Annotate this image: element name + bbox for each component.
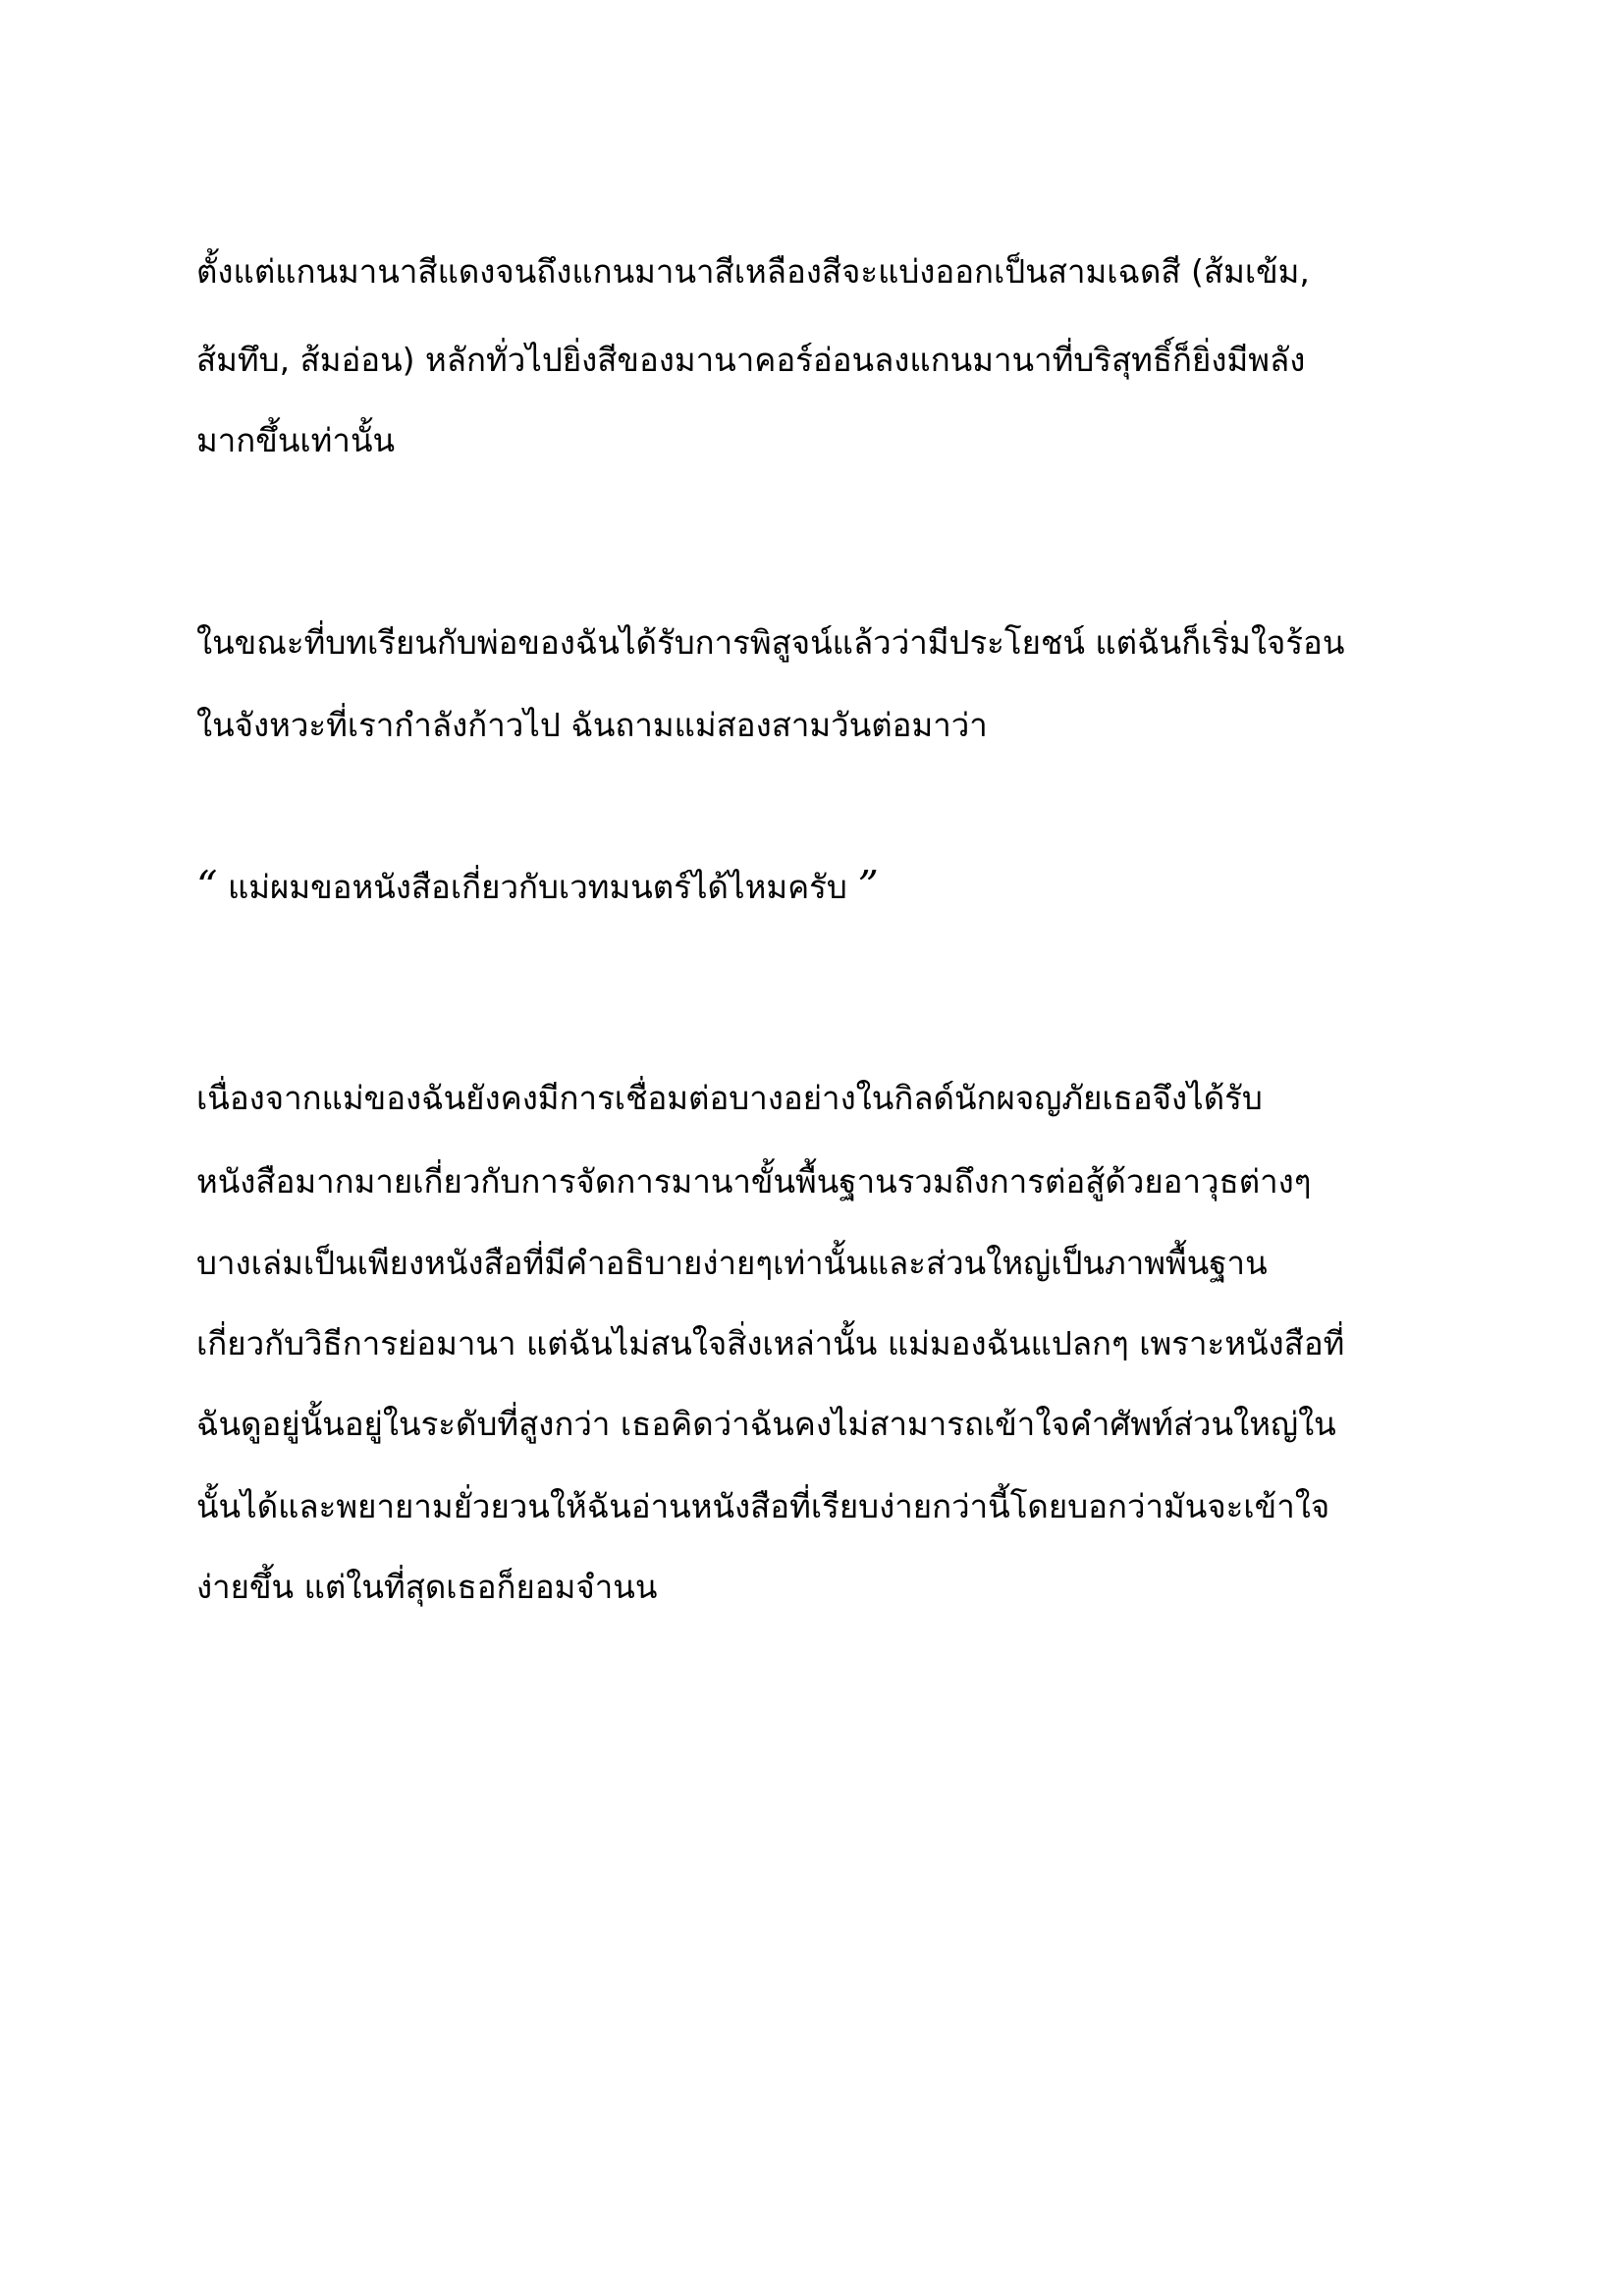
paragraph-1-line-2: ส้มทึบ, ส้มอ่อน) หลักทั่วไปยิ่งสีของมานาคอร์อ่อนลงแกนมานาที่บริสุทธิ์ก็ยิ่งมีพลัง	[196, 341, 1306, 379]
paragraph-3-line-4: เกี่ยวกับวิธีการย่อมานา แต่ฉันไม่สนใจสิ่งเหล่านั้น แม่มองฉันแปลกๆ เพราะหนังสือที่	[196, 1324, 1345, 1362]
quote-line	[196, 864, 879, 910]
paragraph-2-line-2: ในจังหวะที่เรากำลังก้าวไป ฉันถามแม่สองสามวันต่อมาว่า	[196, 706, 988, 744]
paragraph-1-line-3: มากขึ้นเท่านั้น	[196, 421, 396, 459]
close-quote-mark: ”	[857, 862, 879, 910]
paragraph-1-line-1: ตั้งแต่แกนมานาสีแดงจนถึงแกนมานาสีเหลืองสีจะแบ่งออกเป็นสามเฉดสี (ส้มเข้ม,	[196, 252, 1310, 291]
paragraph-2-line-1: ในขณะที่บทเรียนกับพ่อของฉันได้รับการพิสูจน์แล้วว่ามีประโยชน์ แต่ฉันก็เริ่มใจร้อน	[196, 623, 1345, 662]
paragraph-3-line-5: ฉันดูอยู่นั้นอยู่ในระดับที่สูงกว่า เธอคิดว่าฉันคงไม่สามารถเข้าใจคำศัพท์ส่วนใหญ่ใน	[196, 1405, 1336, 1443]
quote-text: แม่ผมขอหนังสือเกี่ยวกับเวทมนตร์ได้ไหมครับ	[227, 868, 847, 906]
open-quote-mark: “	[196, 862, 218, 910]
paragraph-3-line-3: บางเล่มเป็นเพียงหนังสือที่มีคำอธิบายง่ายๆเท่านั้นและส่วนใหญ่เป็นภาพพื้นฐาน	[196, 1244, 1268, 1282]
paragraph-3-line-1: เนื่องจากแม่ของฉันยังคงมีการเชื่อมต่อบางอย่างในกิลด์นักผจญภัยเธอจึงได้รับ	[196, 1079, 1263, 1117]
paragraph-3-line-7: ง่ายขึ้น แต่ในที่สุดเธอก็ยอมจำนน	[196, 1568, 658, 1606]
paragraph-3-line-2: หนังสือมากมายเกี่ยวกับการจัดการมานาขั้นพื้นฐานรวมถึงการต่อสู้ด้วยอาวุธต่างๆ	[196, 1162, 1312, 1201]
paragraph-3-line-6: นั้นได้และพยายามยั่วยวนให้ฉันอ่านหนังสือที่เรียบง่ายกว่านี้โดยบอกว่ามันจะเข้าใจ	[196, 1487, 1330, 1525]
